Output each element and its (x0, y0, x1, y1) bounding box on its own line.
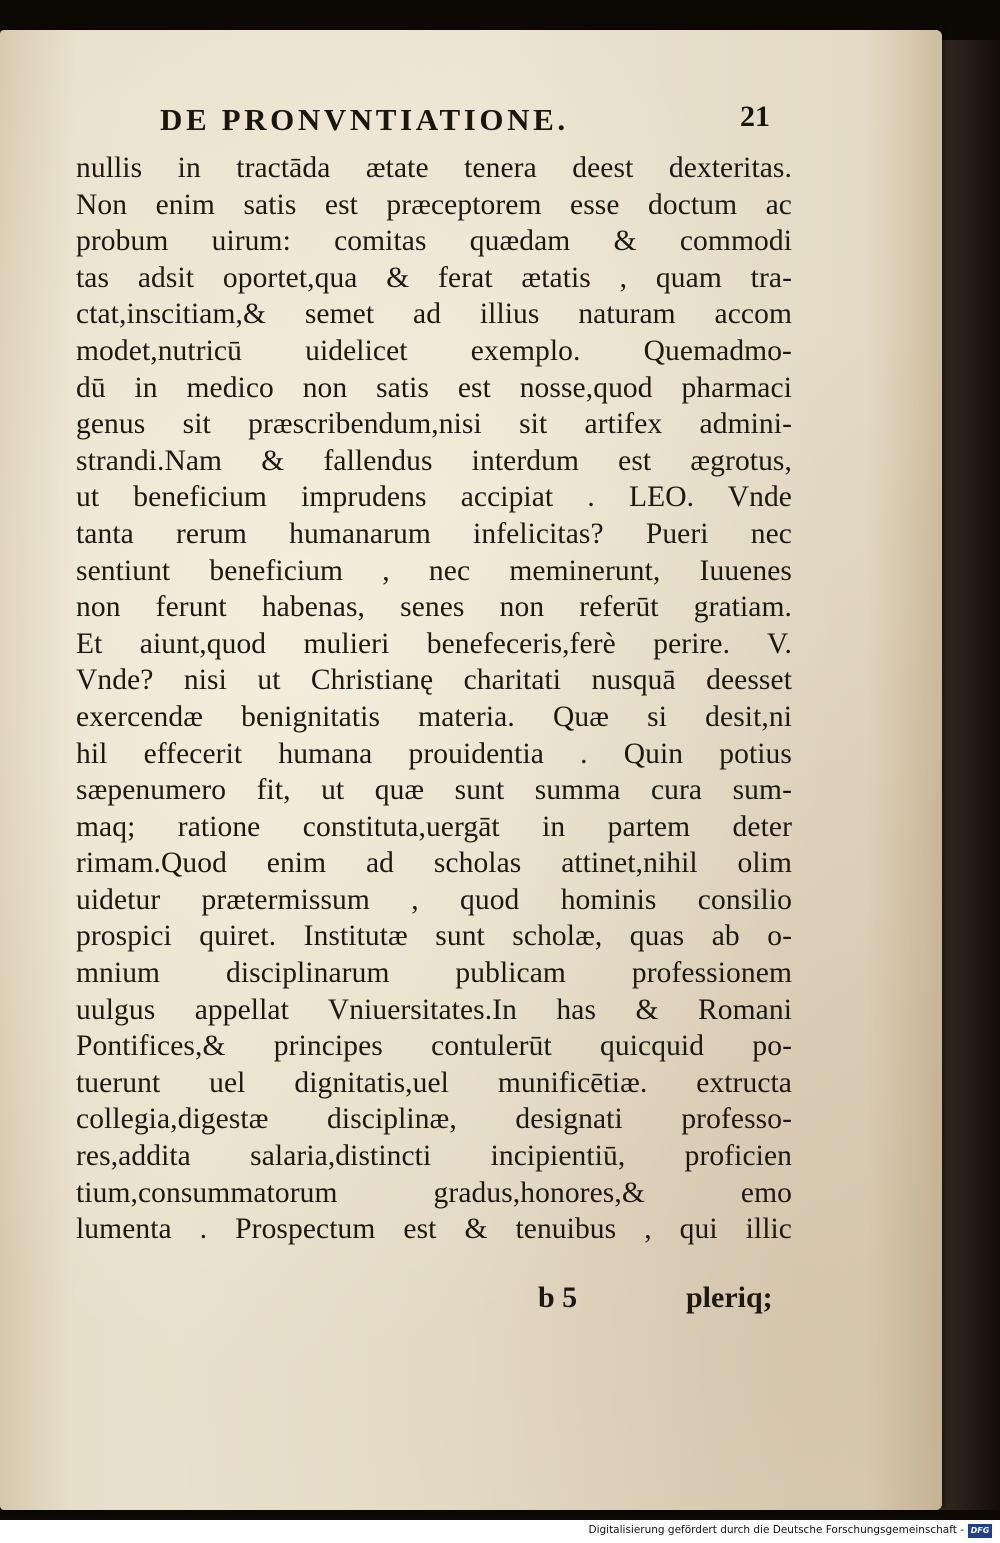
signature-mark: b 5 (538, 1281, 578, 1314)
text-line: res,addita salaria,distincti incipientiū, proficien (76, 1140, 792, 1173)
running-head: DE PRONVNTIATIONE. (160, 102, 569, 137)
dfg-logo-icon: DFG (968, 1524, 992, 1538)
text-line: Et aiunt,quod mulieri benefeceris,ferè perire. V. (76, 627, 792, 660)
text-line: nullis in tractāda ætate tenera deest dexteritas. (76, 152, 792, 184)
body-text (76, 150, 792, 1248)
text-line: maq; ratione constituta,uergāt in partem deter (76, 810, 792, 843)
text-line: sæpenumero fit, ut quæ sunt summa cura sum- (76, 774, 792, 807)
text-line: rimam.Quod enim ad scholas attinet,nihil olim (76, 847, 792, 880)
funding-credit: Digitalisierung gefördert durch die Deutsche Forschungsgemeinschaft - (588, 1524, 964, 1536)
text-line: uidetur prætermissum , quod hominis consilio (76, 883, 792, 916)
text-line: Non enim satis est præceptorem esse doctum ac (76, 188, 792, 221)
text-line: Pontifices,& principes contulerūt quicquid po- (76, 1030, 792, 1063)
text-line: sentiunt beneficium , nec meminerunt, Iuuenes (76, 554, 792, 587)
text-line: exercendæ benignitatis materia. Quæ si desit,ni (76, 700, 792, 733)
text-line: tium,consummatorum gradus,honores,& emo (76, 1176, 792, 1209)
text-line: dū in medico non satis est nosse,quod pharmaci (76, 371, 792, 404)
text-line: modet,nutricū uidelicet exemplo. Quemadmo- (76, 334, 792, 367)
page-number: 21 (740, 100, 770, 133)
text-line: lumenta . Prospectum est & tenuibus , qui illic (76, 1213, 792, 1246)
text-line: strandi.Nam & fallendus interdum est ægrotus, (76, 444, 792, 477)
text-line: tas adsit oportet,qua & ferat ætatis , quam tra- (76, 261, 792, 294)
text-line: non ferunt habenas, senes non referūt gratiam. (76, 591, 792, 624)
text-line: mnium disciplinarum publicam professionem (76, 957, 792, 990)
text-line: probum uirum: comitas quædam & commodi (76, 225, 792, 258)
text-line: tuerunt uel dignitatis,uel munificētiæ. extructa (76, 1066, 792, 1099)
catchword: pleriq; (686, 1281, 773, 1314)
page-header (160, 100, 770, 140)
text-line: prospici quiret. Institutæ sunt scholæ, quas ab o- (76, 920, 792, 953)
text-line: uulgus appellat Vniuersitates.In has & Romani (76, 993, 792, 1026)
text-line: ut beneficium imprudens accipiat . LEO. Vnde (76, 481, 792, 514)
text-line: ctat,inscitiam,& semet ad illius naturam accom (76, 298, 792, 331)
text-line: collegia,digestæ disciplinæ, designati professo- (76, 1103, 792, 1136)
text-line: tanta rerum humanarum infelicitas? Pueri nec (76, 517, 792, 550)
text-line: genus sit præscribendum,nisi sit artifex admini- (76, 408, 792, 441)
text-line: Vnde? nisi ut Christianę charitati nusquā deesset (76, 664, 792, 697)
footer-bar (0, 1520, 1000, 1543)
text-line: hil effecerit humana prouidentia . Quin potius (76, 737, 792, 770)
